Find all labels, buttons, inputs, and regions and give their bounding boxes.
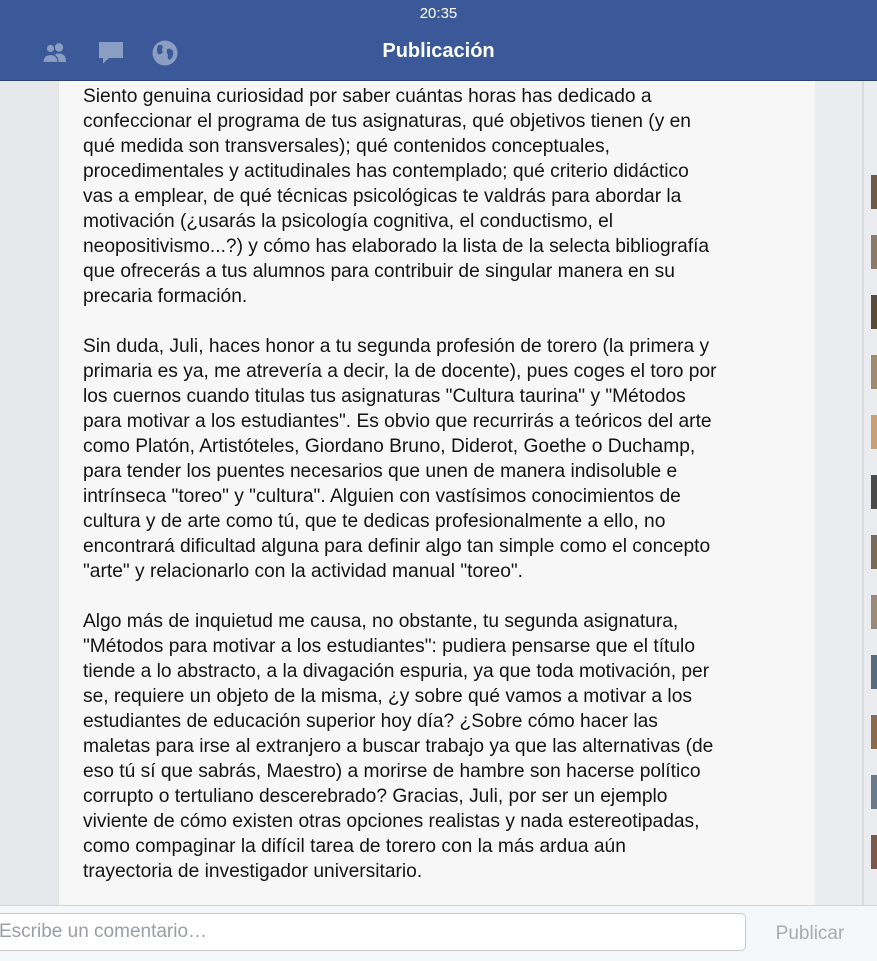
thumbnail [871, 475, 877, 509]
thumbnail [871, 295, 877, 329]
thumbnail [871, 175, 877, 209]
thumbnail [871, 775, 877, 809]
thumbnail [871, 655, 877, 689]
top-navigation-bar [0, 0, 877, 81]
publish-button[interactable]: Publicar [760, 920, 860, 948]
thumbnail [871, 835, 877, 869]
post-card [58, 81, 816, 911]
thumbnail-divider [862, 81, 864, 911]
page-title: Publicación [382, 40, 495, 62]
post-paragraph: Siento genuina curiosidad por saber cuántas horas has dedicado a confeccionar el programa de tus asignaturas, qué objetivos tienen (y en qué medida son transversales); qué contenidos conceptuales, procedimentales y actitudinales has contemplado; qué criterio didáctico vas a emplear, de qué técnicas psicológicas te valdrás para abordar la motivación (¿usarás la psicología cognitiva, el conductismo, el neopositivismo...?) y cómo has elaborado la lista de la selecta bibliografía que ofrecerás a tus alumnos para contribuir de singular manera en su precaria formación. [83, 86, 710, 307]
thumbnail [871, 535, 877, 569]
post-body [83, 84, 795, 909]
post-paragraph: Algo más de inquietud me causa, no obstante, tu segunda asignatura, "Métodos para motivar a los estudiantes": pudiera pensarse que el título tiende a lo abstracto, a la divagación espuria, ya que toda motivación, per se, requiere un objeto de la misma, ¿y sobre qué vamos a motivar a los estudiantes de educación superior hoy día? ¿Sobre cómo hacer las maletas para irse al extranjero a buscar trabajo ya que las alternativas (de eso tú sí que sabrás, Maestro) a morirse de hambre son hacerse político corrupto o tertuliano descerebrado? Gracias, Juli, por ser un ejemplo viviente de cómo existen otras opciones realistas y nada estereotipadas, como compaginar la difícil tarea de torero con la más ardua aún trayectoria de investigador universitario. [83, 611, 714, 882]
comment-input[interactable] [0, 913, 746, 951]
left-gutter [0, 81, 58, 911]
thumbnail [871, 595, 877, 629]
thumbnail [871, 355, 877, 389]
background-thumbnails [871, 175, 877, 915]
comment-bar [0, 905, 877, 961]
status-bar-time: 20:35 [419, 5, 458, 22]
thumbnail [871, 415, 877, 449]
right-gutter [815, 81, 877, 911]
post-paragraph: Sin duda, Juli, haces honor a tu segunda profesión de torero (la primera y primaria es ya, me atrevería a decir, la de docente), pues coges el toro por los cuernos cuando titulas tus asignaturas "Cultura taurina" y "Métodos para motivar a los estudiantes". Es obvio que recurrirás a teóricos del arte como Platón, Artistóteles, Giordano Bruno, Diderot, Goethe o Duchamp, para tender los puentes necesarios que unen de manera indisoluble e intrínseca "toreo" y "cultura". Alguien con vastísimos conocimientos de cultura y de arte como tú, que te dedicas profesionalmente a ello, no encontrará dificultad alguna para definir algo tan simple como el concepto "arte" y relacionarlo con la actividad manual "toreo". [83, 336, 717, 582]
thumbnail [871, 235, 877, 269]
thumbnail [871, 715, 877, 749]
